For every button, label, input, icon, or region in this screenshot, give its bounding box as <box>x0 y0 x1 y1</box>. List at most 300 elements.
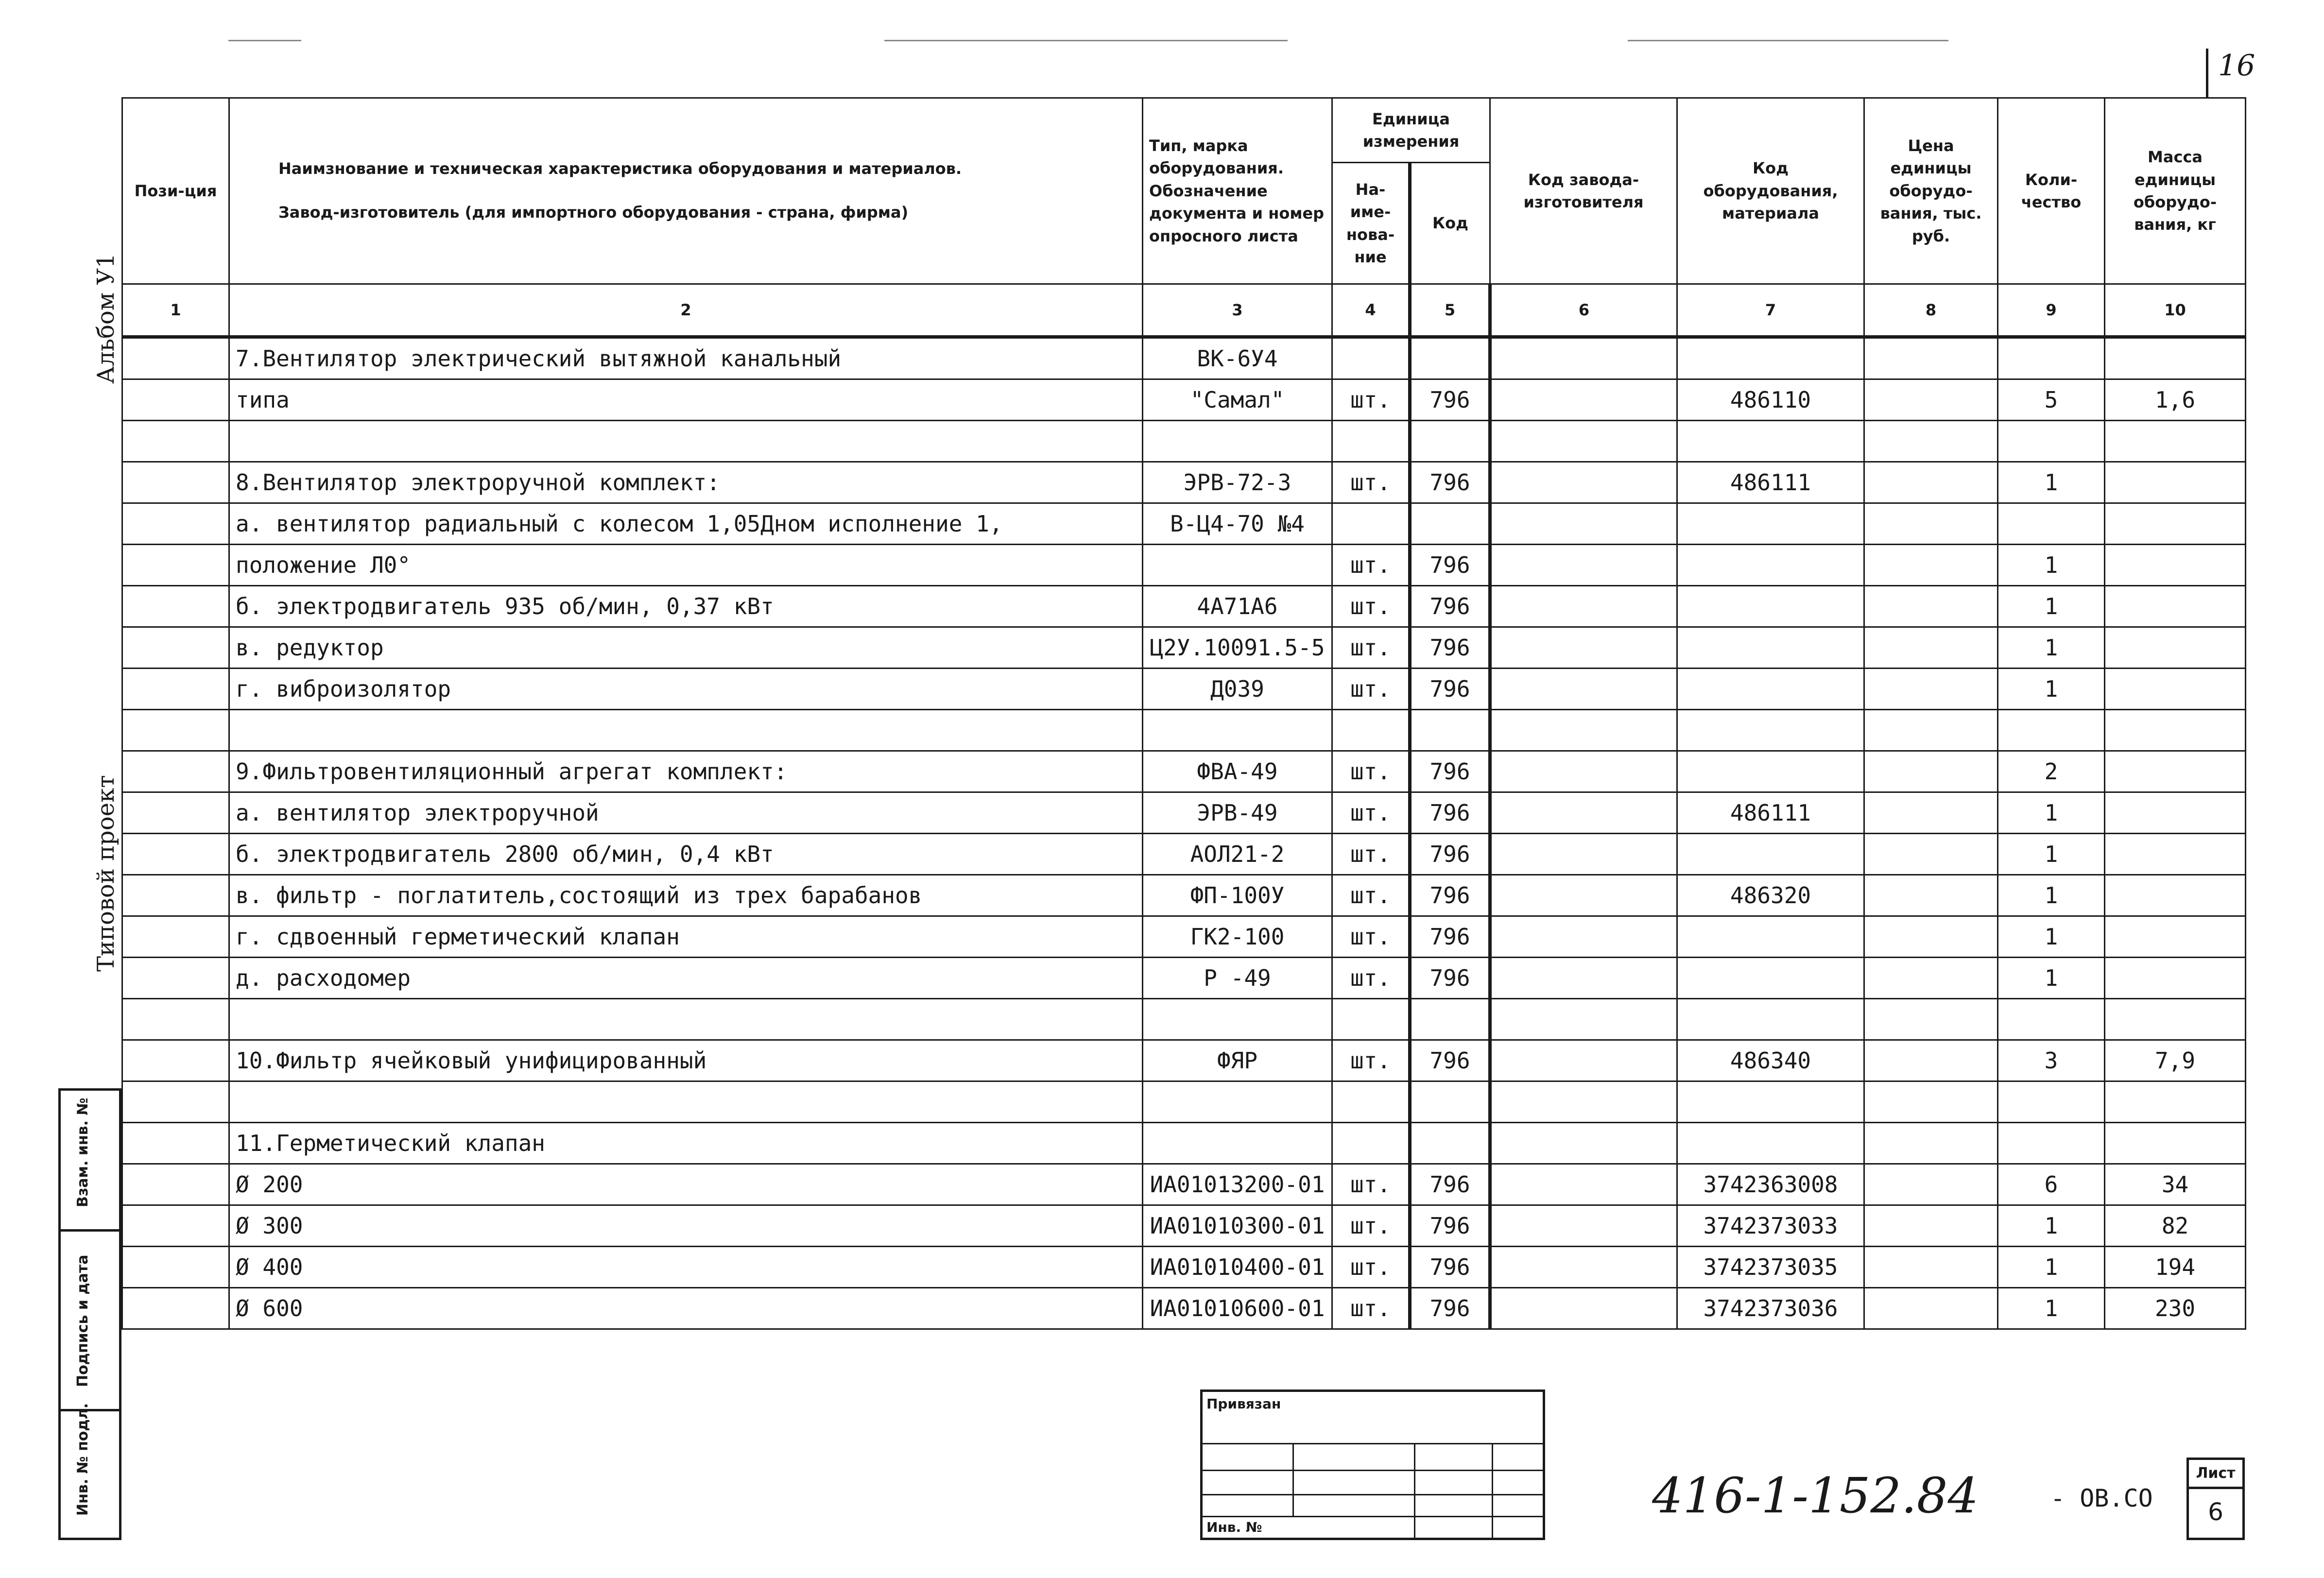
top-dash-1 <box>228 40 301 41</box>
cell-type: Р -49 <box>1143 958 1332 999</box>
sheet-number-top: 16 <box>2206 49 2245 97</box>
cell-plant-code <box>1490 503 1677 545</box>
cell-code: 796 <box>1410 462 1490 503</box>
table-row <box>122 545 2246 586</box>
cell-price <box>1864 669 1998 710</box>
cell-unit <box>1332 1081 1410 1123</box>
tb-vline <box>1292 1443 1294 1516</box>
cell-qty: 1 <box>1998 669 2105 710</box>
cell-mass <box>2105 999 2246 1040</box>
table-row <box>122 586 2246 627</box>
table-row <box>122 999 2246 1040</box>
cell-pos <box>122 1247 229 1288</box>
cell-qty: 1 <box>1998 916 2105 958</box>
hdr-mass: Масса единицы оборудо-вания, кг <box>2105 98 2246 284</box>
cell-name: типа <box>229 379 1143 421</box>
left-stamp <box>58 1088 121 1540</box>
cell-type: ВК-6У4 <box>1143 337 1332 379</box>
stamp-vzam: Взам. инв. № <box>61 1091 119 1232</box>
column-numbers-row <box>122 284 2246 337</box>
hdr-name: Наимзнование и техническая характеристика оборудования и материалов. Завод-изготовитель (для импортного оборудования - страна, фирма) <box>229 98 1143 284</box>
cell-code: 796 <box>1410 379 1490 421</box>
cell-plant-code <box>1490 834 1677 875</box>
top-dash-2 <box>884 40 1288 41</box>
cell-code: 796 <box>1410 875 1490 916</box>
cell-name: Ø 300 <box>229 1205 1143 1247</box>
cell-pos <box>122 999 229 1040</box>
cell-name: в. редуктор <box>229 627 1143 669</box>
cell-equip-code <box>1677 834 1864 875</box>
cell-equip-code <box>1677 545 1864 586</box>
cell-equip-code <box>1677 751 1864 792</box>
cell-pos <box>122 1123 229 1164</box>
cell-qty <box>1998 710 2105 751</box>
cell-equip-code <box>1677 503 1864 545</box>
cell-price <box>1864 1288 1998 1329</box>
cell-plant-code <box>1490 379 1677 421</box>
cell-pos <box>122 586 229 627</box>
cell-equip-code: 486110 <box>1677 379 1864 421</box>
cell-code: 796 <box>1410 1288 1490 1329</box>
cell-equip-code <box>1677 710 1864 751</box>
cell-equip-code <box>1677 337 1864 379</box>
cell-pos <box>122 669 229 710</box>
table-row <box>122 627 2246 669</box>
cell-name: д. расходомер <box>229 958 1143 999</box>
cell-mass <box>2105 710 2246 751</box>
hdr-equip-code: Код оборудования, материала <box>1677 98 1864 284</box>
table-row <box>122 916 2246 958</box>
cell-price <box>1864 1164 1998 1205</box>
table-row <box>122 337 2246 379</box>
cell-plant-code <box>1490 1081 1677 1123</box>
cell-price <box>1864 1081 1998 1123</box>
stamp-inv: Инв. № подл. <box>74 1403 91 1516</box>
cell-type: ГК2-100 <box>1143 916 1332 958</box>
cell-plant-code <box>1490 1040 1677 1081</box>
cell-qty: 1 <box>1998 875 2105 916</box>
cell-unit: шт. <box>1332 545 1410 586</box>
cell-pos <box>122 627 229 669</box>
cell-pos <box>122 379 229 421</box>
cell-price <box>1864 586 1998 627</box>
cell-equip-code: 3742373035 <box>1677 1247 1864 1288</box>
cell-name <box>229 1081 1143 1123</box>
cell-unit: шт. <box>1332 627 1410 669</box>
cell-equip-code: 3742373033 <box>1677 1205 1864 1247</box>
cell-type: "Самал" <box>1143 379 1332 421</box>
cell-price <box>1864 875 1998 916</box>
table-row <box>122 1123 2246 1164</box>
cell-type: АОЛ21-2 <box>1143 834 1332 875</box>
cell-code: 796 <box>1410 669 1490 710</box>
cell-code <box>1410 1123 1490 1164</box>
cell-code: 796 <box>1410 834 1490 875</box>
cell-equip-code <box>1677 669 1864 710</box>
cell-mass <box>2105 1123 2246 1164</box>
cell-mass <box>2105 462 2246 503</box>
cell-pos <box>122 751 229 792</box>
cell-pos <box>122 545 229 586</box>
cell-plant-code <box>1490 999 1677 1040</box>
cell-pos <box>122 958 229 999</box>
cell-unit: шт. <box>1332 462 1410 503</box>
cell-plant-code <box>1490 1123 1677 1164</box>
spec-table <box>121 97 2246 1330</box>
cell-price <box>1864 999 1998 1040</box>
hdr-plant-code: Код завода-изготовителя <box>1490 98 1677 284</box>
table-row <box>122 792 2246 834</box>
table-row <box>122 875 2246 916</box>
cell-code <box>1410 710 1490 751</box>
cell-name: Ø 400 <box>229 1247 1143 1288</box>
cell-unit <box>1332 503 1410 545</box>
cell-equip-code <box>1677 999 1864 1040</box>
table-row <box>122 1164 2246 1205</box>
cell-equip-code <box>1677 421 1864 462</box>
cell-type: ЭРВ-49 <box>1143 792 1332 834</box>
cell-equip-code <box>1677 586 1864 627</box>
table-row <box>122 669 2246 710</box>
table-row <box>122 710 2246 751</box>
cell-price <box>1864 751 1998 792</box>
cell-price <box>1864 545 1998 586</box>
stamp-sign-date: Подпись и дата <box>61 1232 119 1411</box>
cell-plant-code <box>1490 627 1677 669</box>
cell-unit: шт. <box>1332 916 1410 958</box>
cell-equip-code: 486320 <box>1677 875 1864 916</box>
cell-plant-code <box>1490 875 1677 916</box>
cell-code: 796 <box>1410 916 1490 958</box>
cell-plant-code <box>1490 916 1677 958</box>
cell-name: г. виброизолятор <box>229 669 1143 710</box>
cell-mass: 1,6 <box>2105 379 2246 421</box>
cell-pos <box>122 875 229 916</box>
cell-unit: шт. <box>1332 958 1410 999</box>
cell-price <box>1864 834 1998 875</box>
cell-name: Ø 600 <box>229 1288 1143 1329</box>
cell-plant-code <box>1490 545 1677 586</box>
table-row <box>122 421 2246 462</box>
cell-code: 796 <box>1410 545 1490 586</box>
inv-label: Инв. № <box>1206 1519 1262 1535</box>
document-number: 416-1-152.84 <box>1652 1467 1979 1524</box>
cell-unit: шт. <box>1332 1288 1410 1329</box>
colnum: 1 <box>122 284 229 337</box>
cell-type <box>1143 1081 1332 1123</box>
cell-type: ИА01013200-01 <box>1143 1164 1332 1205</box>
cell-pos <box>122 916 229 958</box>
colnum: 5 <box>1410 284 1490 337</box>
cell-type <box>1143 545 1332 586</box>
cell-type: Ц2У.10091.5-5 <box>1143 627 1332 669</box>
colnum: 6 <box>1490 284 1677 337</box>
cell-unit: шт. <box>1332 1164 1410 1205</box>
cell-unit <box>1332 337 1410 379</box>
cell-type <box>1143 1123 1332 1164</box>
cell-type: 4А71А6 <box>1143 586 1332 627</box>
cell-plant-code <box>1490 751 1677 792</box>
cell-equip-code: 3742363008 <box>1677 1164 1864 1205</box>
cell-type: ФП-100У <box>1143 875 1332 916</box>
cell-type: ФЯР <box>1143 1040 1332 1081</box>
cell-plant-code <box>1490 1164 1677 1205</box>
cell-mass: 194 <box>2105 1247 2246 1288</box>
cell-code: 796 <box>1410 1040 1490 1081</box>
hdr-type: Тип, марка оборудования. Обозначение документа и номер опросного листа <box>1143 98 1332 284</box>
cell-qty: 1 <box>1998 627 2105 669</box>
cell-equip-code <box>1677 627 1864 669</box>
cell-code: 796 <box>1410 1164 1490 1205</box>
sheet-box <box>2186 1458 2245 1540</box>
cell-type: Д039 <box>1143 669 1332 710</box>
cell-mass <box>2105 792 2246 834</box>
cell-name: б. электродвигатель 935 об/мин, 0,37 кВт <box>229 586 1143 627</box>
cell-mass <box>2105 503 2246 545</box>
title-block <box>1200 1389 1545 1540</box>
cell-equip-code <box>1677 1081 1864 1123</box>
cell-type: ИА01010400-01 <box>1143 1247 1332 1288</box>
table-row <box>122 751 2246 792</box>
spec-rows <box>122 337 2246 1329</box>
cell-equip-code: 3742373036 <box>1677 1288 1864 1329</box>
cell-qty: 3 <box>1998 1040 2105 1081</box>
cell-qty: 1 <box>1998 1205 2105 1247</box>
cell-name: а. вентилятор радиальный с колесом 1,05Дном исполнение 1, <box>229 503 1143 545</box>
cell-equip-code <box>1677 1123 1864 1164</box>
cell-unit: шт. <box>1332 751 1410 792</box>
cell-mass: 230 <box>2105 1288 2246 1329</box>
hdr-unit-name: На-име-нова-ние <box>1332 163 1410 284</box>
hdr-unit: Единица измерения <box>1332 98 1490 163</box>
cell-unit <box>1332 999 1410 1040</box>
cell-mass <box>2105 958 2246 999</box>
cell-code: 796 <box>1410 627 1490 669</box>
cell-mass <box>2105 751 2246 792</box>
cell-mass <box>2105 337 2246 379</box>
cell-pos <box>122 792 229 834</box>
cell-code: 796 <box>1410 1205 1490 1247</box>
cell-code <box>1410 1081 1490 1123</box>
cell-equip-code: 486340 <box>1677 1040 1864 1081</box>
cell-code <box>1410 337 1490 379</box>
cell-pos <box>122 337 229 379</box>
hdr-unit-code: Код <box>1410 163 1490 284</box>
hdr-price: Цена единицы оборудо-вания, тыс. руб. <box>1864 98 1998 284</box>
cell-mass <box>2105 875 2246 916</box>
table-row <box>122 1288 2246 1329</box>
cell-price <box>1864 1247 1998 1288</box>
cell-qty <box>1998 503 2105 545</box>
colnum: 3 <box>1143 284 1332 337</box>
table-row <box>122 1081 2246 1123</box>
album-label: Альбом У1 <box>92 253 120 384</box>
cell-pos <box>122 1205 229 1247</box>
top-dash-3 <box>1628 40 1948 41</box>
cell-code: 796 <box>1410 586 1490 627</box>
cell-type: ЭРВ-72-3 <box>1143 462 1332 503</box>
cell-qty: 5 <box>1998 379 2105 421</box>
cell-plant-code <box>1490 421 1677 462</box>
cell-qty <box>1998 1123 2105 1164</box>
cell-name: 9.Фильтровентиляционный агрегат комплект: <box>229 751 1143 792</box>
colnum: 7 <box>1677 284 1864 337</box>
cell-mass: 7,9 <box>2105 1040 2246 1081</box>
colnum: 8 <box>1864 284 1998 337</box>
cell-qty <box>1998 337 2105 379</box>
cell-plant-code <box>1490 958 1677 999</box>
cell-price <box>1864 627 1998 669</box>
sheet-label: Лист <box>2189 1460 2242 1489</box>
table-row <box>122 462 2246 503</box>
cell-code <box>1410 999 1490 1040</box>
cell-unit: шт. <box>1332 834 1410 875</box>
tb-vline <box>1492 1443 1493 1540</box>
cell-unit: шт. <box>1332 379 1410 421</box>
cell-code: 796 <box>1410 1247 1490 1288</box>
cell-plant-code <box>1490 1247 1677 1288</box>
cell-unit: шт. <box>1332 875 1410 916</box>
cell-mass <box>2105 421 2246 462</box>
cell-mass <box>2105 669 2246 710</box>
cell-price <box>1864 421 1998 462</box>
cell-mass <box>2105 627 2246 669</box>
cell-equip-code: 486111 <box>1677 462 1864 503</box>
cell-qty: 1 <box>1998 958 2105 999</box>
cell-name: положение Л0° <box>229 545 1143 586</box>
project-label: Типовой проект <box>92 775 120 972</box>
header-row <box>122 98 2246 163</box>
cell-code: 796 <box>1410 751 1490 792</box>
cell-unit <box>1332 710 1410 751</box>
cell-name: б. электродвигатель 2800 об/мин, 0,4 кВт <box>229 834 1143 875</box>
cell-plant-code <box>1490 1205 1677 1247</box>
tb-vline <box>1414 1443 1415 1540</box>
cell-pos <box>122 834 229 875</box>
cell-name: 11.Герметический клапан <box>229 1123 1143 1164</box>
cell-mass <box>2105 916 2246 958</box>
cell-price <box>1864 503 1998 545</box>
cell-unit <box>1332 1123 1410 1164</box>
cell-price <box>1864 792 1998 834</box>
cell-unit: шт. <box>1332 1205 1410 1247</box>
cell-code <box>1410 503 1490 545</box>
cell-qty: 1 <box>1998 1247 2105 1288</box>
cell-pos <box>122 1081 229 1123</box>
cell-qty: 1 <box>1998 1288 2105 1329</box>
cell-equip-code <box>1677 958 1864 999</box>
cell-unit <box>1332 421 1410 462</box>
cell-price <box>1864 337 1998 379</box>
privyazan-label: Привязан <box>1206 1396 1281 1412</box>
colnum: 9 <box>1998 284 2105 337</box>
cell-price <box>1864 1205 1998 1247</box>
cell-name: 8.Вентилятор электроручной комплект: <box>229 462 1143 503</box>
cell-type: ФВА-49 <box>1143 751 1332 792</box>
cell-plant-code <box>1490 337 1677 379</box>
cell-price <box>1864 1123 1998 1164</box>
cell-name <box>229 710 1143 751</box>
cell-mass <box>2105 545 2246 586</box>
document-suffix: - ОВ.СО <box>2050 1484 2153 1512</box>
table-row <box>122 834 2246 875</box>
cell-unit: шт. <box>1332 586 1410 627</box>
cell-plant-code <box>1490 710 1677 751</box>
table-row <box>122 1040 2246 1081</box>
cell-price <box>1864 1040 1998 1081</box>
cell-plant-code <box>1490 586 1677 627</box>
cell-plant-code <box>1490 462 1677 503</box>
cell-unit: шт. <box>1332 792 1410 834</box>
table-row <box>122 958 2246 999</box>
cell-price <box>1864 710 1998 751</box>
cell-qty: 1 <box>1998 792 2105 834</box>
cell-name: 7.Вентилятор электрический вытяжной канальный <box>229 337 1143 379</box>
cell-name <box>229 999 1143 1040</box>
cell-price <box>1864 462 1998 503</box>
cell-type: ИА01010600-01 <box>1143 1288 1332 1329</box>
cell-qty: 1 <box>1998 462 2105 503</box>
cell-code <box>1410 421 1490 462</box>
cell-pos <box>122 1288 229 1329</box>
colnum: 4 <box>1332 284 1410 337</box>
colnum: 10 <box>2105 284 2246 337</box>
cell-code: 796 <box>1410 958 1490 999</box>
cell-type: В-Ц4-70 №4 <box>1143 503 1332 545</box>
cell-qty: 1 <box>1998 545 2105 586</box>
cell-mass: 82 <box>2105 1205 2246 1247</box>
colnum: 2 <box>229 284 1143 337</box>
cell-plant-code <box>1490 792 1677 834</box>
cell-code: 796 <box>1410 792 1490 834</box>
cell-name <box>229 421 1143 462</box>
cell-price <box>1864 916 1998 958</box>
cell-name: Ø 200 <box>229 1164 1143 1205</box>
cell-price <box>1864 958 1998 999</box>
cell-plant-code <box>1490 669 1677 710</box>
cell-type <box>1143 710 1332 751</box>
cell-pos <box>122 421 229 462</box>
cell-qty <box>1998 999 2105 1040</box>
cell-qty <box>1998 1081 2105 1123</box>
cell-pos <box>122 503 229 545</box>
table-row <box>122 1205 2246 1247</box>
cell-price <box>1864 379 1998 421</box>
cell-qty <box>1998 421 2105 462</box>
cell-name: в. фильтр - поглатитель,состоящий из трех барабанов <box>229 875 1143 916</box>
cell-unit: шт. <box>1332 1247 1410 1288</box>
sheet-value: 6 <box>2208 1498 2223 1526</box>
cell-mass: 34 <box>2105 1164 2246 1205</box>
hdr-position: Пози-ция <box>122 98 229 284</box>
cell-mass <box>2105 1081 2246 1123</box>
cell-pos <box>122 710 229 751</box>
cell-unit: шт. <box>1332 1040 1410 1081</box>
hdr-qty: Коли-чество <box>1998 98 2105 284</box>
cell-plant-code <box>1490 1288 1677 1329</box>
cell-pos <box>122 462 229 503</box>
cell-mass <box>2105 586 2246 627</box>
cell-type <box>1143 999 1332 1040</box>
cell-pos <box>122 1040 229 1081</box>
cell-unit: шт. <box>1332 669 1410 710</box>
cell-mass <box>2105 834 2246 875</box>
cell-type: ИА01010300-01 <box>1143 1205 1332 1247</box>
cell-pos <box>122 1164 229 1205</box>
cell-equip-code: 486111 <box>1677 792 1864 834</box>
cell-qty: 1 <box>1998 834 2105 875</box>
cell-name: а. вентилятор электроручной <box>229 792 1143 834</box>
